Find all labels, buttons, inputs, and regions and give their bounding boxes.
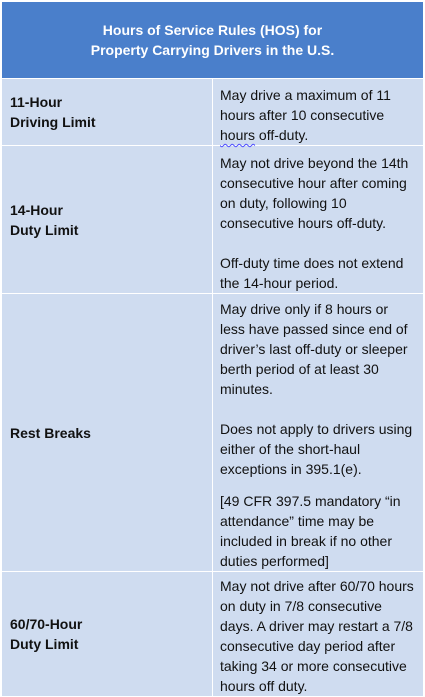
row-label-line-1: 11-Hour — [10, 94, 63, 110]
description-paragraph: [49 CFR 397.5 mandatory “in attendance” time may be included in break if no other duties performed] — [220, 493, 401, 569]
row-description — [213, 146, 424, 294]
description-text: May drive a maximum of 11 hours after 10 consecutive — [220, 87, 391, 123]
hos-rules-table — [1, 1, 424, 697]
row-label — [2, 79, 213, 146]
table-row-rest-breaks — [2, 294, 424, 572]
description-text: off-duty. — [255, 127, 309, 143]
title-line-1: Hours of Service Rules (HOS) for — [102, 22, 323, 38]
table-row-duty-limit-14 — [2, 146, 424, 294]
description-paragraph — [220, 85, 415, 145]
row-label — [2, 146, 213, 294]
row-label — [2, 572, 213, 697]
row-label-line-2: Driving Limit — [10, 114, 96, 130]
row-label-line-2: Duty Limit — [10, 636, 79, 652]
description-paragraph: May not drive beyond the 14th consecutive hour after coming on duty, following 10 consecutive hours off-duty. — [220, 155, 409, 231]
table-header-row — [2, 2, 424, 79]
row-label-line-1: 14-Hour — [10, 201, 63, 218]
table-title — [2, 2, 424, 79]
row-label — [2, 294, 213, 572]
spellcheck-flagged-word: hours — [220, 127, 256, 143]
table-row-driving-limit — [2, 79, 424, 146]
row-description — [213, 572, 424, 697]
row-label-line-1: Rest Breaks — [10, 424, 91, 441]
row-description — [213, 294, 424, 572]
description-paragraph: Does not apply to drivers using either of the short-haul exceptions in 395.1(e). — [220, 421, 413, 477]
title-line-2: Property Carrying Drivers in the U.S. — [90, 42, 335, 58]
row-label-line-1: 60/70-Hour — [10, 616, 83, 632]
row-label-line-2: Duty Limit — [10, 221, 79, 238]
row-description — [213, 79, 424, 146]
description-paragraph: May drive only if 8 hours or less have passed since end of driver’s last off-duty or sleeper berth period of at least 30 minutes. — [220, 301, 408, 397]
table-row-duty-limit-60-70 — [2, 572, 424, 697]
description-paragraph: May not drive after 60/70 hours on duty in 7/8 consecutive days. A driver may restart a 7/8 consecutive day period after taking 34 or more consecutive hours off duty. — [220, 578, 414, 694]
description-paragraph: Off-duty time does not extend the 14-hour period. — [220, 255, 404, 291]
